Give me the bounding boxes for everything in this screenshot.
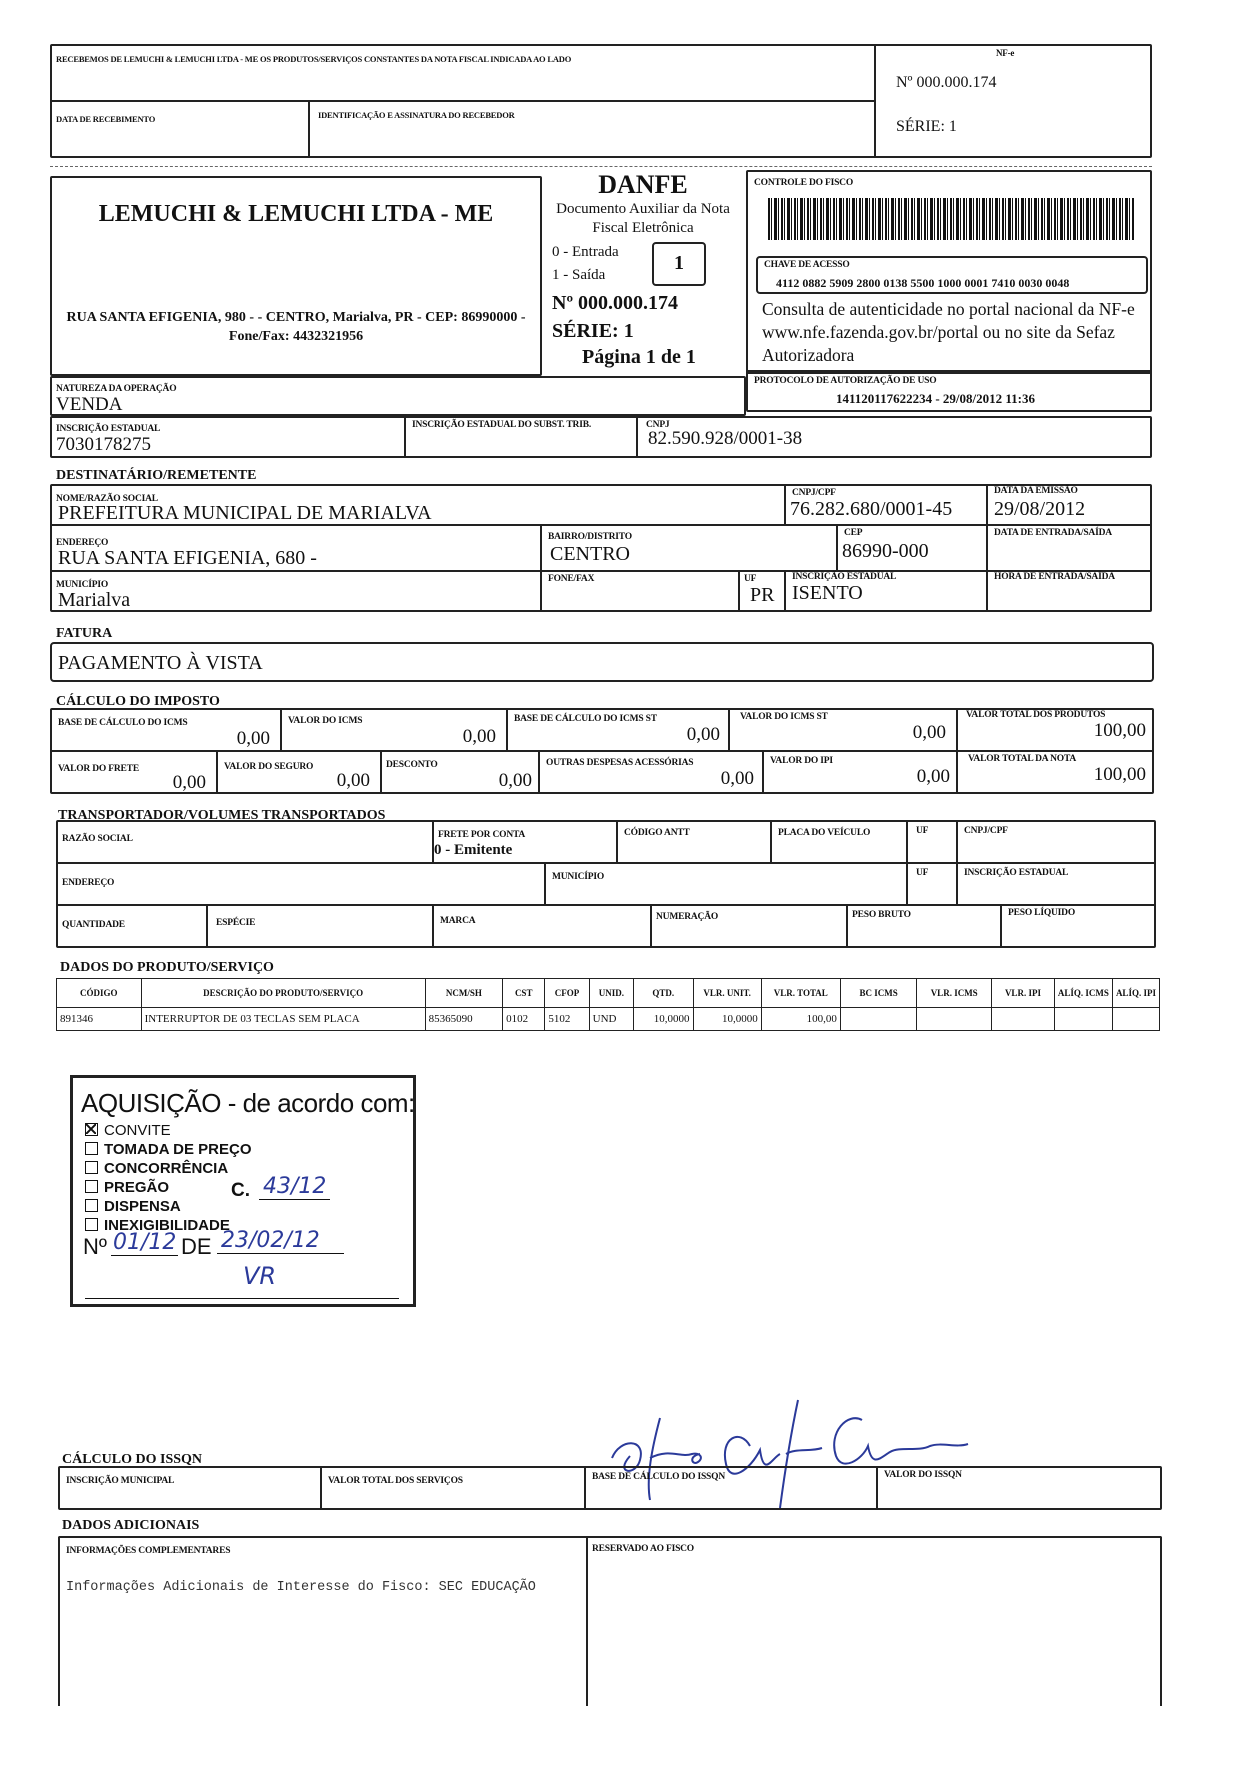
produto-cell: 10,0000 xyxy=(634,1008,693,1031)
stamp-c-label: C. xyxy=(231,1180,250,1201)
issqn-im-label: INSCRIÇÃO MUNICIPAL xyxy=(66,1476,175,1486)
frete-label: VALOR DO FRETE xyxy=(58,764,139,774)
ipi: 0,00 xyxy=(916,766,950,787)
produtos-section: DADOS DO PRODUTO/SERVIÇO xyxy=(60,960,274,975)
transp-municipio-label: MUNICÍPIO xyxy=(552,872,605,882)
dest-uf: PR xyxy=(750,584,775,606)
ie-label: INSCRIÇÃO ESTADUAL xyxy=(56,424,161,434)
fatura-texto: PAGAMENTO À VISTA xyxy=(58,652,263,674)
stamp-item-label: CONVITE xyxy=(104,1122,171,1139)
dest-fone-label: FONE/FAX xyxy=(548,574,595,584)
danfe-title: DANFE xyxy=(598,170,688,199)
dest-ie-label: INSCRIÇÃO ESTADUAL xyxy=(792,572,897,582)
checked-box-icon xyxy=(85,1123,98,1136)
emitente-endereco: RUA SANTA EFIGENIA, 980 - - CENTRO, Marialva, PR - CEP: 86990000 - Fone/Fax: 4432321956 xyxy=(66,310,526,344)
ipi-label: VALOR DO IPI xyxy=(770,756,833,766)
desconto: 0,00 xyxy=(498,770,532,791)
stamp-item-label: INEXIGIBILIDADE xyxy=(104,1217,230,1234)
produtos-header-cell: NCM/SH xyxy=(425,979,502,1008)
dest-endereco-label: ENDEREÇO xyxy=(56,538,109,548)
total-nota-label: VALOR TOTAL DA NOTA xyxy=(968,754,1077,764)
produto-cell: 100,00 xyxy=(761,1008,840,1031)
produto-cell: 891346 xyxy=(57,1008,142,1031)
info-label: INFORMAÇÕES COMPLEMENTARES xyxy=(66,1546,231,1556)
total-produtos-label: VALOR TOTAL DOS PRODUTOS xyxy=(966,710,1106,720)
stamp-de-valor: 23/02/12 xyxy=(217,1228,344,1254)
outras: 0,00 xyxy=(720,768,754,789)
ie-row-box xyxy=(50,416,1152,458)
produtos-header-cell: CFOP xyxy=(545,979,589,1008)
valor-icms-label: VALOR DO ICMS xyxy=(288,716,363,726)
reservado-label: RESERVADO AO FISCO xyxy=(592,1544,694,1554)
produtos-header-cell: VLR. IPI xyxy=(992,979,1055,1008)
danfe-entrada: 0 - Entrada xyxy=(552,244,619,260)
dest-municipio-label: MUNICÍPIO xyxy=(56,580,109,590)
stamp-c-valor: 43/12 xyxy=(259,1174,330,1200)
chave-acesso: 4112 0882 5909 2800 0138 5500 1000 0001 7410 0030 0048 xyxy=(776,276,1070,290)
empty-box-icon xyxy=(85,1161,98,1174)
nfe-label: NF-e xyxy=(996,48,1015,58)
data-emissao: 29/08/2012 xyxy=(994,498,1086,520)
data-saida-label: DATA DE ENTRADA/SAÍDA xyxy=(994,528,1112,538)
stamp-item xyxy=(85,1122,171,1139)
fatura-section: FATURA xyxy=(56,626,113,641)
bc-icms: 0,00 xyxy=(236,728,270,749)
dest-cep: 86990-000 xyxy=(842,540,929,562)
dest-nome: PREFEITURA MUNICIPAL DE MARIALVA xyxy=(58,502,432,524)
danfe-numero: Nº 000.000.174 xyxy=(552,292,679,314)
transp-numeracao-label: NUMERAÇÃO xyxy=(656,912,719,922)
canhoto-recebemos: RECEBEMOS DE LEMUCHI & LEMUCHI LTDA - ME OS PRODUTOS/SERVIÇOS CONSTANTES DA NOTA FISCAL INDICADA AO LADO xyxy=(56,54,572,64)
valor-icms: 0,00 xyxy=(462,726,496,747)
outras-label: OUTRAS DESPESAS ACESSÓRIAS xyxy=(546,758,694,768)
dest-nome-label: NOME/RAZÃO SOCIAL xyxy=(56,494,158,504)
transp-uf2-label: UF xyxy=(916,868,929,878)
dest-uf-label: UF xyxy=(744,574,757,584)
natureza-label: NATUREZA DA OPERAÇÃO xyxy=(56,384,177,394)
protocolo-label: PROTOCOLO DE AUTORIZAÇÃO DE USO xyxy=(754,376,937,386)
bc-icms-label: BASE DE CÁLCULO DO ICMS xyxy=(58,718,188,728)
produtos-header-cell: CST xyxy=(503,979,545,1008)
issqn-section: CÁLCULO DO ISSQN xyxy=(62,1452,203,1467)
produtos-header-cell: UNID. xyxy=(589,979,633,1008)
produto-cell xyxy=(917,1008,992,1031)
barcode xyxy=(768,198,1134,240)
dest-bairro: CENTRO xyxy=(550,543,630,565)
transp-placa-label: PLACA DO VEÍCULO xyxy=(778,828,871,838)
produto-cell xyxy=(1054,1008,1112,1031)
transp-endereco-label: ENDEREÇO xyxy=(62,878,115,888)
produto-cell: 10,0000 xyxy=(693,1008,761,1031)
total-nota: 100,00 xyxy=(1093,764,1146,785)
transp-frete-label: FRETE POR CONTA xyxy=(438,830,526,840)
adicionais-section: DADOS ADICIONAIS xyxy=(62,1518,200,1533)
transp-antt-label: CÓDIGO ANTT xyxy=(624,828,690,838)
stamp-item-label: PREGÃO xyxy=(104,1179,170,1196)
bc-icms-st-label: BASE DE CÁLCULO DO ICMS ST xyxy=(514,714,657,724)
desconto-label: DESCONTO xyxy=(386,760,438,770)
transportador-box xyxy=(56,820,1156,948)
stamp-item xyxy=(85,1179,169,1196)
stamp-item xyxy=(85,1141,252,1158)
consulta-texto: Consulta de autenticidade no portal nacional da NF-e www.nfe.fazenda.gov.br/portal ou no site da Sefaz Autorizadora xyxy=(762,299,1135,365)
produtos-header-cell: DESCRIÇÃO DO PRODUTO/SERVIÇO xyxy=(141,979,425,1008)
protocolo-valor: 141120117622234 - 29/08/2012 11:36 xyxy=(836,391,1035,406)
natureza-box xyxy=(50,376,746,416)
empty-box-icon xyxy=(85,1180,98,1193)
dest-cnpj-label: CNPJ/CPF xyxy=(792,488,836,498)
empty-box-icon xyxy=(85,1142,98,1155)
imposto-section: CÁLCULO DO IMPOSTO xyxy=(56,694,220,709)
dest-ie: ISENTO xyxy=(792,582,863,604)
seguro: 0,00 xyxy=(336,770,370,791)
produtos-table xyxy=(56,978,1160,1031)
stamp-item-label: CONCORRÊNCIA xyxy=(104,1160,229,1177)
produtos-header-cell: VLR. ICMS xyxy=(917,979,992,1008)
stamp-de-label: DE xyxy=(181,1234,212,1259)
identificacao-label: IDENTIFICAÇÃO E ASSINATURA DO RECEBEDOR xyxy=(318,110,515,120)
transp-peso-bruto-label: PESO BRUTO xyxy=(852,910,911,920)
issqn-total-label: VALOR TOTAL DOS SERVIÇOS xyxy=(328,1476,463,1486)
stamp-item xyxy=(85,1198,181,1215)
seguro-label: VALOR DO SEGURO xyxy=(224,762,314,772)
transp-razao-label: RAZÃO SOCIAL xyxy=(62,834,133,844)
transp-cnpj-label: CNPJ/CPF xyxy=(964,826,1008,836)
produtos-header-cell: QTD. xyxy=(634,979,693,1008)
dest-bairro-label: BAIRRO/DISTRITO xyxy=(548,532,632,542)
stamp-n-label: Nº xyxy=(83,1234,107,1259)
danfe-subtitle: Documento Auxiliar da Nota Fiscal Eletrônica xyxy=(556,201,730,236)
danfe-pagina: Página 1 de 1 xyxy=(582,346,696,368)
destinatario-section: DESTINATÁRIO/REMETENTE xyxy=(56,468,257,483)
natureza-valor: VENDA xyxy=(56,394,123,415)
danfe-saida: 1 - Saída xyxy=(552,267,606,283)
info-texto: Informações Adicionais de Interesse do Fisco: SEC EDUCAÇÃO xyxy=(66,1580,536,1595)
produto-cell xyxy=(840,1008,916,1031)
chave-label: CHAVE DE ACESSO xyxy=(764,260,850,270)
produto-cell: 85365090 xyxy=(425,1008,502,1031)
issqn-bc-label: BASE DE CÁLCULO DO ISSQN xyxy=(592,1472,725,1482)
cnpj-label: CNPJ xyxy=(646,420,670,430)
stamp-title: AQUISIÇÃO - de acordo com: xyxy=(81,1088,415,1118)
produto-cell xyxy=(992,1008,1055,1031)
produto-cell: 5102 xyxy=(545,1008,589,1031)
transp-frete: 0 - Emitente xyxy=(434,842,513,858)
produto-cell xyxy=(1112,1008,1159,1031)
danfe-tipo: 1 xyxy=(674,252,684,274)
produto-cell: 0102 xyxy=(503,1008,545,1031)
ie-st-label: INSCRIÇÃO ESTADUAL DO SUBST. TRIB. xyxy=(412,420,592,430)
transp-peso-liquido-label: PESO LÍQUIDO xyxy=(1008,908,1076,918)
cnpj-valor: 82.590.928/0001-38 xyxy=(648,428,803,449)
produtos-header-cell: VLR. UNIT. xyxy=(693,979,761,1008)
produtos-header-cell: VLR. TOTAL xyxy=(761,979,840,1008)
danfe-serie: SÉRIE: 1 xyxy=(552,320,634,342)
canhoto-serie: SÉRIE: 1 xyxy=(896,118,957,135)
produto-row xyxy=(57,1008,1160,1031)
produto-cell: INTERRUPTOR DE 03 TECLAS SEM PLACA xyxy=(141,1008,425,1031)
bc-icms-st: 0,00 xyxy=(686,724,720,745)
transp-marca-label: MARCA xyxy=(440,916,476,926)
stamp-item xyxy=(85,1160,228,1177)
dest-municipio: Marialva xyxy=(58,589,131,611)
adicionais-box xyxy=(58,1536,1162,1706)
data-recebimento-label: DATA DE RECEBIMENTO xyxy=(56,114,156,124)
dest-cnpj: 76.282.680/0001-45 xyxy=(790,498,953,520)
transportador-section: TRANSPORTADOR/VOLUMES TRANSPORTADOS xyxy=(58,808,386,823)
cut-line xyxy=(50,166,1152,167)
stamp-n-valor: 01/12 xyxy=(113,1230,177,1255)
transp-quantidade-label: QUANTIDADE xyxy=(62,920,125,930)
dest-cep-label: CEP xyxy=(844,528,863,538)
empty-box-icon xyxy=(85,1218,98,1231)
ie-valor: 7030178275 xyxy=(56,434,151,455)
total-produtos: 100,00 xyxy=(1093,720,1146,741)
data-emissao-label: DATA DA EMISSÃO xyxy=(994,486,1078,496)
stamp-item-label: TOMADA DE PREÇO xyxy=(104,1141,252,1158)
empty-box-icon xyxy=(85,1199,98,1212)
valor-icms-st: 0,00 xyxy=(912,722,946,743)
frete: 0,00 xyxy=(172,772,206,793)
aquisicao-stamp xyxy=(70,1075,416,1307)
stamp-item-label: DISPENSA xyxy=(104,1198,181,1215)
canhoto-numero: Nº 000.000.174 xyxy=(896,74,997,91)
transp-especie-label: ESPÉCIE xyxy=(216,918,256,928)
issqn-valor-label: VALOR DO ISSQN xyxy=(884,1470,962,1480)
produtos-header-cell: BC ICMS xyxy=(840,979,916,1008)
produto-cell: UND xyxy=(589,1008,633,1031)
transp-uf-label: UF xyxy=(916,826,929,836)
stamp-rubrica: VR xyxy=(243,1262,277,1290)
dest-endereco: RUA SANTA EFIGENIA, 680 - xyxy=(58,547,317,569)
produtos-header-cell: CÓDIGO xyxy=(57,979,142,1008)
transp-ie-label: INSCRIÇÃO ESTADUAL xyxy=(964,868,1069,878)
controle-fisco-label: CONTROLE DO FISCO xyxy=(754,178,854,188)
valor-icms-st-label: VALOR DO ICMS ST xyxy=(740,712,828,722)
emitente-nome: LEMUCHI & LEMUCHI LTDA - ME xyxy=(98,201,494,227)
produtos-header-cell: ALÍQ. IPI xyxy=(1112,979,1159,1008)
hora-saida-label: HORA DE ENTRADA/SAÍDA xyxy=(994,572,1115,582)
produtos-header-cell: ALÍQ. ICMS xyxy=(1054,979,1112,1008)
